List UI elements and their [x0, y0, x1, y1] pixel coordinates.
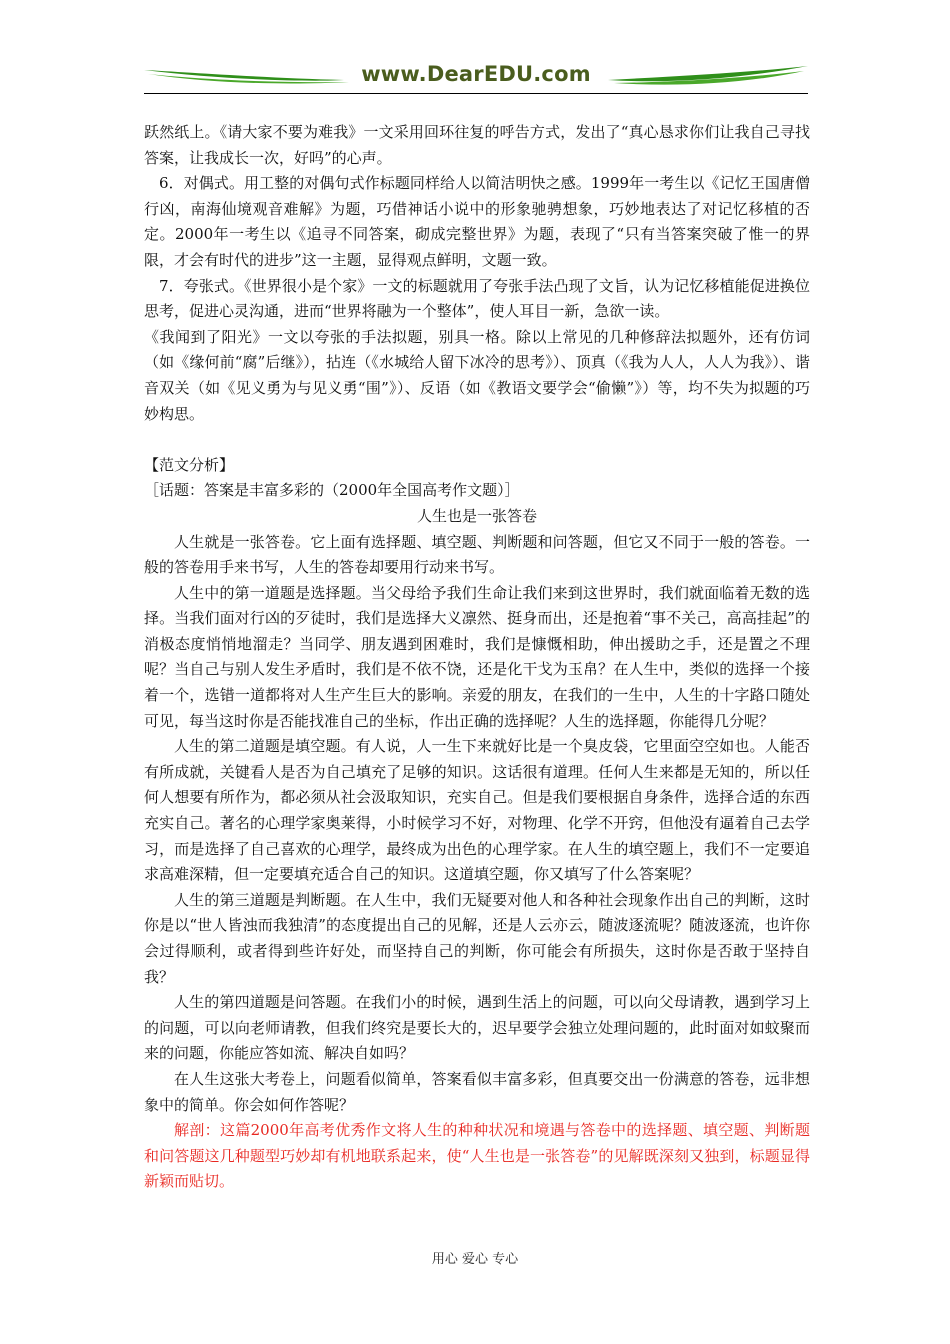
document-body	[144, 120, 810, 1195]
topic-line: ［话题：答案是丰富多彩的（2000年全国高考作文题）］	[144, 481, 520, 500]
paragraph-other-methods: 《我闻到了阳光》一文以夸张的手法拟题，别具一格。除以上常见的几种修辞法拟题外，还有仿词（如《缘何前“腐”后继》），拈连（《水城给人留下冰冷的思考》）、顶真（《我为人人，人人为我》）、谐音双关（如《见义勇为与见义勇“围”》）、反语（如《教语文要学会“偷懒”》）等，均不失为拟题的巧妙构思。	[144, 327, 810, 423]
essay-paragraph: 人生就是一张答卷。它上面有选择题、填空题、判断题和问答题，但它又不同于一般的答卷。一般的答卷用手来书写，人生的答卷却要用行动来书写。	[144, 532, 810, 577]
essay-paragraph: 在人生这张大考卷上，问题看似简单，答案看似丰富多彩，但真要交出一份满意的答卷，远非想象中的简单。你会如何作答呢？	[144, 1069, 810, 1114]
essay-paragraph: 人生中的第一道题是选择题。当父母给予我们生命让我们来到这世界时，我们就面临着无数的选择。当我们面对行凶的歹徒时，我们是选择大义凛然、挺身而出，还是抱着“事不关己，高高挂起”的消极态度悄悄地溜走？当同学、朋友遇到困难时，我们是慷慨相助，伸出援助之手，还是置之不理呢？当自己与别人发生矛盾时，我们是不依不饶，还是化干戈为玉帛？在人生中，类似的选择一个接着一个，选错一道都将对人生产生巨大的影响。亲爱的朋友，在我们的一生中，人生的十字路口随处可见，每当这时你是否能找准自己的坐标，作出正确的选择呢？人生的选择题，你能得几分呢？	[144, 583, 810, 730]
essay-paragraph: 人生的第三道题是判断题。在人生中，我们无疑要对他人和各种社会现象作出自己的判断，这时你是以“世人皆浊而我独清”的态度提出自己的见解，还是人云亦云，随波逐流呢？随波逐流，也许你会过得顺利，或者得到些许好处，而坚持自己的判断，你可能会有所损失，这时你是否敢于坚持自我？	[144, 890, 810, 986]
essay-title: 人生也是一张答卷	[416, 506, 537, 525]
paragraph-continuation: 跃然纸上。《请大家不要为难我》一文采用回环往复的呼告方式，发出了“真心恳求你们让我自己寻找答案，让我成长一次，好吗”的心声。	[144, 123, 810, 167]
header-divider	[144, 93, 808, 94]
site-header	[144, 58, 808, 98]
essay-paragraph: 人生的第二道题是填空题。有人说，人一生下来就好比是一个臭皮袋，它里面空空如也。人能否有所成就，关键看人是否为自己填充了足够的知识。这话很有道理。任何人生来都是无知的，所以任何人想要有所作为，都必须从社会汲取知识，充实自己。但是我们要根据自身条件，选择合适的东西充实自己。著名的心理学家奥莱得，小时候学习不好，对物理、化学不开窍，但他没有逼着自己去学习，而是选择了自己喜欢的心理学，最终成为出色的心理学家。在人生的填空题上，我们不一定要追求高难深精，但一定要填充适合自己的知识。这道填空题，你又填写了什么答案呢？	[144, 737, 810, 884]
site-logo[interactable]: www.DearEDU.com	[361, 62, 591, 86]
paragraph-kuazhang: 7．夸张式。《世界很小是个家》一文的标题就用了夸张手法凸现了文旨，认为记忆移植能促进换位思考，促进心灵沟通，进而“世界将融为一个整体”，使人耳目一新，急欲一读。	[144, 276, 810, 321]
analysis-note: 解剖：这篇2000年高考优秀作文将人生的种种状况和境遇与答卷中的选择题、填空题、判断题和问答题这几种题型巧妙却有机地联系起来，使“人生也是一张答卷”的见解既深刻又独到，标题显得新颖而贴切。	[144, 1121, 810, 1191]
spacer	[144, 427, 810, 453]
paragraph-duiou: 6．对偶式。用工整的对偶句式作标题同样给人以简洁明快之感。1999年一考生以《记忆王国唐僧行凶，南海仙境观音难解》为题，巧借神话小说中的形象驰骋想象，巧妙地表达了对记忆移植的否定。2000年一考生以《追寻不同答案，砌成完整世界》为题，表现了“只有当答案突破了惟一的界限，才会有时代的进步”这一主题，显得观点鲜明，文题一致。	[144, 174, 810, 269]
essay-paragraph: 人生的第四道题是问答题。在我们小的时候，遇到生活上的问题，可以向父母请教，遇到学习上的问题，可以向老师请教，但我们终究是要长大的，迟早要学会独立处理问题的，此时面对如蚊聚而来的问题，你能应答如流、解决自如吗？	[144, 993, 810, 1063]
page-footer: 用心 爱心 专心	[431, 1252, 519, 1267]
section-heading: 【范文分析】	[144, 455, 235, 474]
